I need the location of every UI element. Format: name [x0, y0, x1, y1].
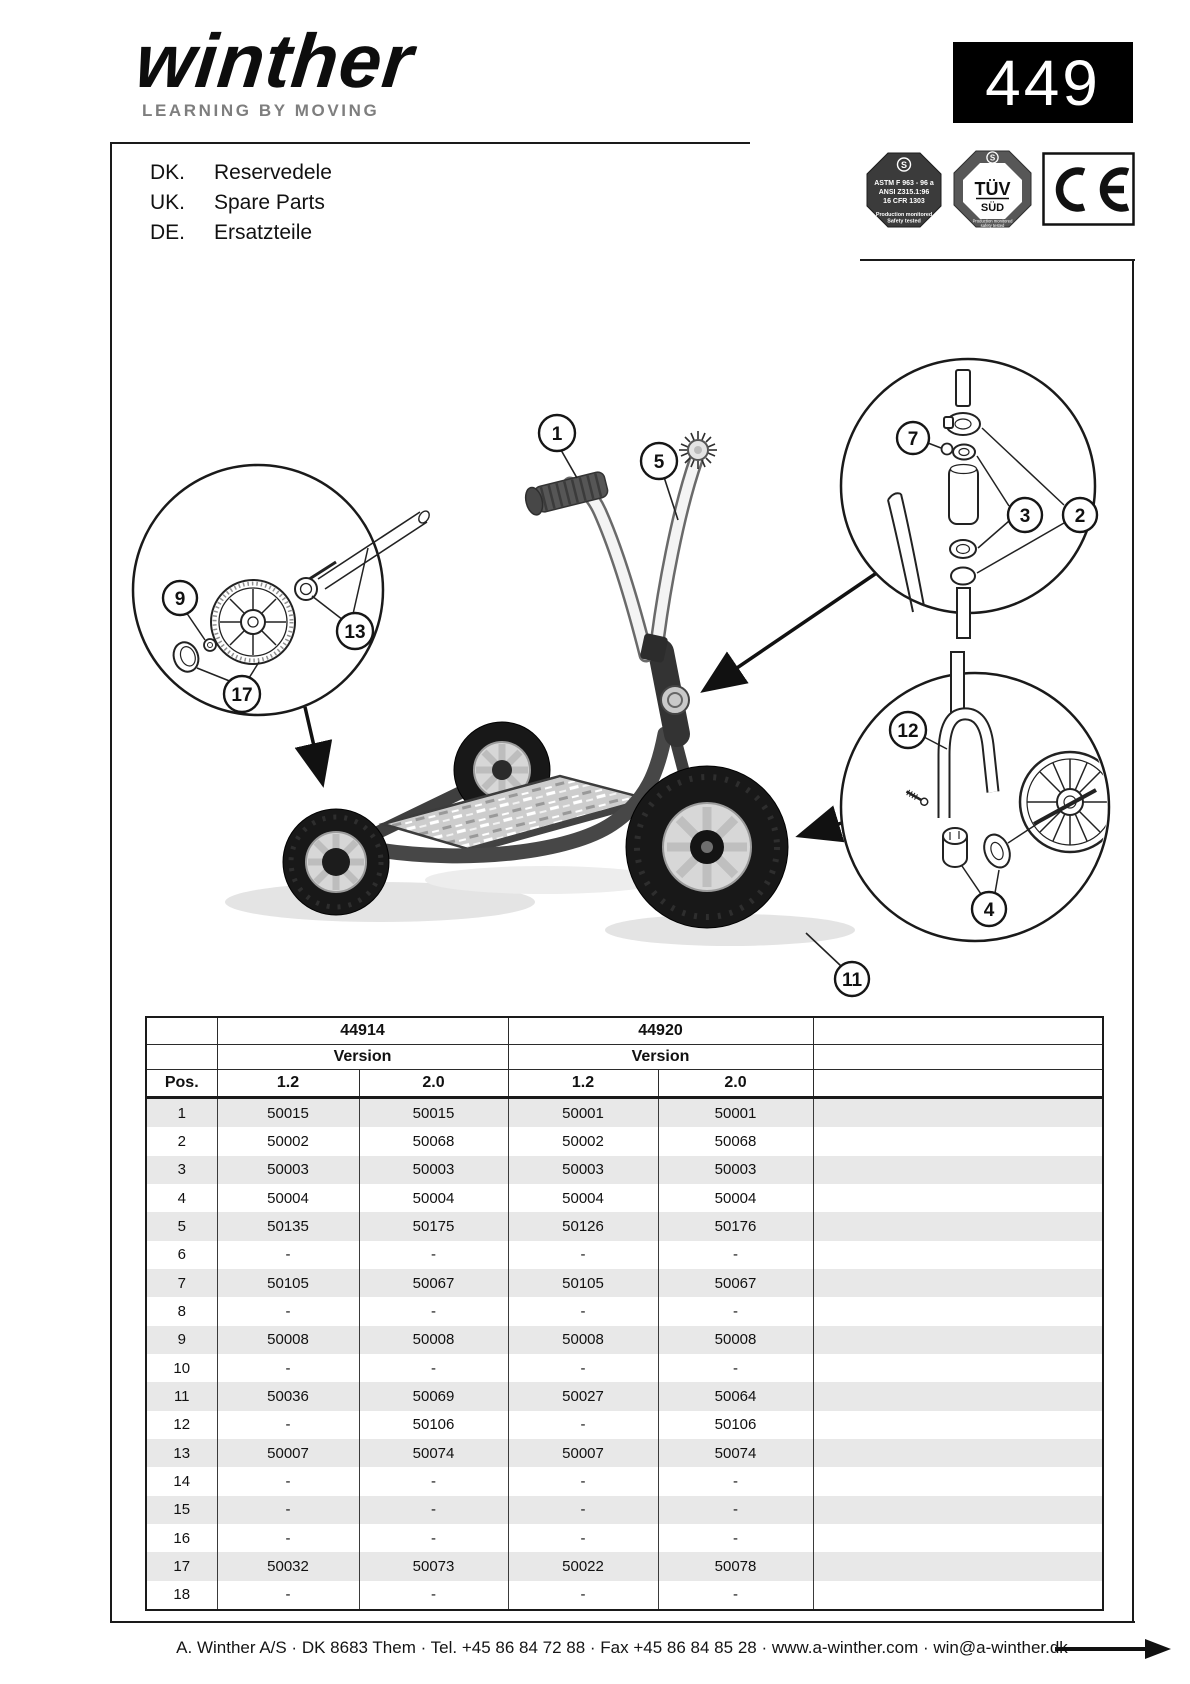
scooter-exploded-diagram [110, 261, 1134, 1001]
part-number-cell: 50015 [217, 1098, 359, 1128]
svg-text:Production monitored: Production monitored [875, 212, 933, 218]
part-number-cell: - [658, 1581, 813, 1610]
page-number-box [953, 42, 1133, 123]
part-number-cell: 50069 [359, 1382, 508, 1410]
lang-label: Reservedele [214, 161, 332, 184]
part-number-cell: 50015 [359, 1098, 508, 1128]
language-legend [150, 158, 332, 248]
frame-top-line [110, 142, 750, 144]
tuv-sud-badge-icon [953, 150, 1032, 228]
pos-cell: 1 [146, 1098, 217, 1128]
empty-cell [813, 1326, 1103, 1354]
pos-cell: 10 [146, 1354, 217, 1382]
table-row [146, 1156, 1103, 1184]
part-number-cell: 50068 [658, 1127, 813, 1155]
page-turn-arrow-icon [1053, 1635, 1173, 1663]
part-number-cell: 50176 [658, 1212, 813, 1240]
table-row [146, 1354, 1103, 1382]
table-row [146, 1411, 1103, 1439]
callout-2 [1063, 498, 1097, 532]
part-number-cell: 50032 [217, 1552, 359, 1580]
empty-cell [813, 1269, 1103, 1297]
lang-code: DK. [150, 161, 186, 184]
empty-header-cell [813, 1070, 1103, 1098]
pos-cell: 14 [146, 1467, 217, 1495]
part-number-cell: 50074 [658, 1439, 813, 1467]
empty-cell [813, 1297, 1103, 1325]
footer-contact-line: A. Winther A/S · DK 8683 Them · Tel. +45 86 84 72 88 · Fax +45 86 84 85 28 · www.a-winther.com · win@a-winther.dk [176, 1638, 1068, 1657]
part-number-cell: 50004 [508, 1184, 658, 1212]
table-row [146, 1212, 1103, 1240]
part-number-cell: - [217, 1354, 359, 1382]
callout-3 [1008, 498, 1042, 532]
part-number-cell: 50007 [508, 1439, 658, 1467]
part-number-cell: 50002 [217, 1127, 359, 1155]
pos-cell: 6 [146, 1241, 217, 1269]
part-number-cell: - [359, 1354, 508, 1382]
part-number-cell: 50126 [508, 1212, 658, 1240]
table-row [146, 1467, 1103, 1495]
winther-head-emblem [661, 686, 689, 714]
part-number-cell: - [658, 1354, 813, 1382]
part-number-cell: 50027 [508, 1382, 658, 1410]
table-row [146, 1184, 1103, 1212]
lang-row-uk [150, 188, 332, 218]
svg-text:9: 9 [174, 589, 186, 610]
svg-text:17: 17 [231, 685, 253, 706]
fork-stem-drawing [951, 652, 964, 714]
table-row [146, 1581, 1103, 1610]
part-number-cell: - [658, 1496, 813, 1524]
version-header: Version [508, 1045, 813, 1070]
part-number-cell: - [217, 1581, 359, 1610]
part-number-cell: 50078 [658, 1552, 813, 1580]
svg-text:SÜD: SÜD [980, 202, 1005, 214]
callout-12 [890, 712, 926, 748]
part-number-cell: - [508, 1241, 658, 1269]
pos-cell: 7 [146, 1269, 217, 1297]
pos-cell: 15 [146, 1496, 217, 1524]
part-number-cell: 50004 [359, 1184, 508, 1212]
part-number-cell: 50105 [508, 1269, 658, 1297]
part-number-cell: - [508, 1496, 658, 1524]
version-header: Version [217, 1045, 508, 1070]
empty-cell [813, 1581, 1103, 1610]
part-number-cell: 50003 [508, 1156, 658, 1184]
lang-label: Ersatzteile [214, 221, 313, 244]
part-number-cell: 50008 [359, 1326, 508, 1354]
parts-table-header [146, 1017, 1103, 1098]
winther-logo: winther [131, 19, 418, 104]
svg-text:safety tested: safety tested [980, 223, 1005, 228]
empty-cell [813, 1439, 1103, 1467]
part-number-cell: - [508, 1411, 658, 1439]
astm-safety-badge-icon [866, 152, 942, 228]
svg-text:13: 13 [344, 622, 366, 643]
part-number-cell: 50105 [217, 1269, 359, 1297]
part-number-cell: - [217, 1411, 359, 1439]
callout-4 [972, 892, 1006, 926]
part-number-cell: 50074 [359, 1439, 508, 1467]
table-row [146, 1098, 1103, 1128]
table-row [146, 1326, 1103, 1354]
empty-cell [813, 1354, 1103, 1382]
part-number-cell: 50004 [217, 1184, 359, 1212]
part-number-cell: - [359, 1241, 508, 1269]
svg-text:S: S [900, 160, 908, 170]
part-number-cell: - [217, 1297, 359, 1325]
part-number-cell: - [217, 1467, 359, 1495]
svg-text:5: 5 [653, 452, 665, 473]
empty-cell [813, 1382, 1103, 1410]
part-number-cell: 50003 [658, 1156, 813, 1184]
part-number-cell: - [359, 1581, 508, 1610]
empty-cell [813, 1156, 1103, 1184]
part-number-cell: - [508, 1354, 658, 1382]
part-number-cell: 50068 [359, 1127, 508, 1155]
part-number-cell: 50003 [217, 1156, 359, 1184]
steering-column-inset [841, 359, 1095, 638]
part-number-cell: 50175 [359, 1212, 508, 1240]
part-number-cell: 50106 [359, 1411, 508, 1439]
svg-text:S: S [989, 153, 996, 163]
part-number-cell: 50067 [359, 1269, 508, 1297]
scooter-illustration [283, 431, 788, 928]
pos-cell: 8 [146, 1297, 217, 1325]
part-number-cell: - [658, 1297, 813, 1325]
callout-13 [337, 613, 373, 649]
pos-cell: 11 [146, 1382, 217, 1410]
svg-text:1: 1 [551, 424, 563, 445]
version-col-header: 1.2 [217, 1070, 359, 1098]
page-number: 449 [985, 46, 1101, 119]
axle-nut-drawing [204, 639, 216, 651]
part-number-cell: - [508, 1297, 658, 1325]
right-grip-starburst [679, 431, 717, 469]
svg-text:Production monitored: Production monitored [972, 218, 1013, 224]
part-number-cell: 50008 [658, 1326, 813, 1354]
part-number-cell: 50064 [658, 1382, 813, 1410]
part-number-cell: - [217, 1524, 359, 1552]
callout-1 [539, 415, 575, 451]
callout-9 [163, 581, 197, 615]
table-row [146, 1127, 1103, 1155]
table-row [146, 1524, 1103, 1552]
part-number-cell: 50001 [508, 1098, 658, 1128]
callout-17 [224, 676, 260, 712]
svg-text:TÜV: TÜV [974, 179, 1011, 199]
model-header-44914: 44914 [217, 1017, 508, 1045]
pos-cell: 13 [146, 1439, 217, 1467]
table-row [146, 1297, 1103, 1325]
version-col-header: 1.2 [508, 1070, 658, 1098]
callout-11 [835, 962, 869, 996]
part-number-cell: 50003 [359, 1156, 508, 1184]
table-row [146, 1241, 1103, 1269]
lang-row-dk [150, 158, 332, 188]
part-number-cell: - [217, 1241, 359, 1269]
svg-text:16 CFR 1303: 16 CFR 1303 [883, 198, 925, 205]
empty-header-cell [146, 1017, 217, 1045]
empty-cell [813, 1184, 1103, 1212]
table-row [146, 1439, 1103, 1467]
pos-cell: 2 [146, 1127, 217, 1155]
pos-cell: 3 [146, 1156, 217, 1184]
part-number-cell: 50067 [658, 1269, 813, 1297]
part-number-cell: - [359, 1297, 508, 1325]
part-number-cell: - [359, 1524, 508, 1552]
pos-cell: 12 [146, 1411, 217, 1439]
table-row [146, 1382, 1103, 1410]
svg-text:2: 2 [1074, 506, 1086, 527]
front-wheel [626, 766, 788, 928]
empty-cell [813, 1467, 1103, 1495]
part-number-cell: - [508, 1581, 658, 1610]
parts-table-body [146, 1098, 1103, 1610]
empty-header-cell [813, 1045, 1103, 1070]
lang-code: DE. [150, 221, 186, 244]
empty-cell [813, 1098, 1103, 1128]
lang-row-de [150, 218, 332, 248]
part-number-cell: - [658, 1524, 813, 1552]
rear-left-wheel [283, 809, 389, 915]
pos-cell: 9 [146, 1326, 217, 1354]
pos-cell: 16 [146, 1524, 217, 1552]
wheel-hub-drawing [943, 828, 967, 867]
lang-label: Spare Parts [214, 191, 325, 214]
pos-cell: 5 [146, 1212, 217, 1240]
part-number-cell: 50022 [508, 1552, 658, 1580]
part-number-cell: 50008 [217, 1326, 359, 1354]
svg-text:ASTM F 963 - 96 a: ASTM F 963 - 96 a [874, 180, 934, 187]
empty-cell [813, 1496, 1103, 1524]
svg-text:11: 11 [841, 970, 863, 991]
part-number-cell: 50135 [217, 1212, 359, 1240]
frame-bottom-line [110, 1621, 1135, 1623]
empty-cell [813, 1241, 1103, 1269]
empty-cell [813, 1212, 1103, 1240]
svg-text:Safety tested: Safety tested [887, 218, 921, 225]
part-number-cell: 50073 [359, 1552, 508, 1580]
part-number-cell: - [508, 1467, 658, 1495]
empty-cell [813, 1411, 1103, 1439]
empty-header-cell [813, 1017, 1103, 1045]
table-row [146, 1496, 1103, 1524]
empty-cell [813, 1524, 1103, 1552]
part-number-cell: 50007 [217, 1439, 359, 1467]
logo-tagline: LEARNING BY MOVING [142, 101, 380, 120]
part-number-cell: 50001 [658, 1098, 813, 1128]
empty-cell [813, 1127, 1103, 1155]
svg-text:7: 7 [907, 429, 919, 450]
table-row [146, 1269, 1103, 1297]
part-number-cell: 50008 [508, 1326, 658, 1354]
svg-text:12: 12 [897, 721, 919, 742]
svg-text:4: 4 [983, 900, 995, 921]
svg-text:ANSI Z315.1:96: ANSI Z315.1:96 [878, 189, 930, 196]
lang-code: UK. [150, 191, 186, 214]
part-number-cell: - [658, 1467, 813, 1495]
part-number-cell: - [658, 1241, 813, 1269]
spare-wheel-drawing [211, 580, 295, 664]
spare-parts-table [145, 1016, 1104, 1611]
svg-text:3: 3 [1019, 506, 1031, 527]
pos-cell: 18 [146, 1581, 217, 1610]
part-number-cell: 50036 [217, 1382, 359, 1410]
empty-header-cell [146, 1045, 217, 1070]
part-number-cell: - [359, 1496, 508, 1524]
pos-header: Pos. [146, 1070, 217, 1098]
part-number-cell: - [508, 1524, 658, 1552]
callout-7 [897, 422, 929, 454]
callout-5 [641, 443, 677, 479]
table-row [146, 1552, 1103, 1580]
pos-cell: 4 [146, 1184, 217, 1212]
pos-cell: 17 [146, 1552, 217, 1580]
model-header-44920: 44920 [508, 1017, 813, 1045]
part-number-cell: 50004 [658, 1184, 813, 1212]
empty-cell [813, 1552, 1103, 1580]
version-col-header: 2.0 [658, 1070, 813, 1098]
version-col-header: 2.0 [359, 1070, 508, 1098]
part-number-cell: 50002 [508, 1127, 658, 1155]
part-number-cell: 50106 [658, 1411, 813, 1439]
ce-mark-icon [1042, 152, 1135, 226]
part-number-cell: - [217, 1496, 359, 1524]
part-number-cell: - [359, 1467, 508, 1495]
